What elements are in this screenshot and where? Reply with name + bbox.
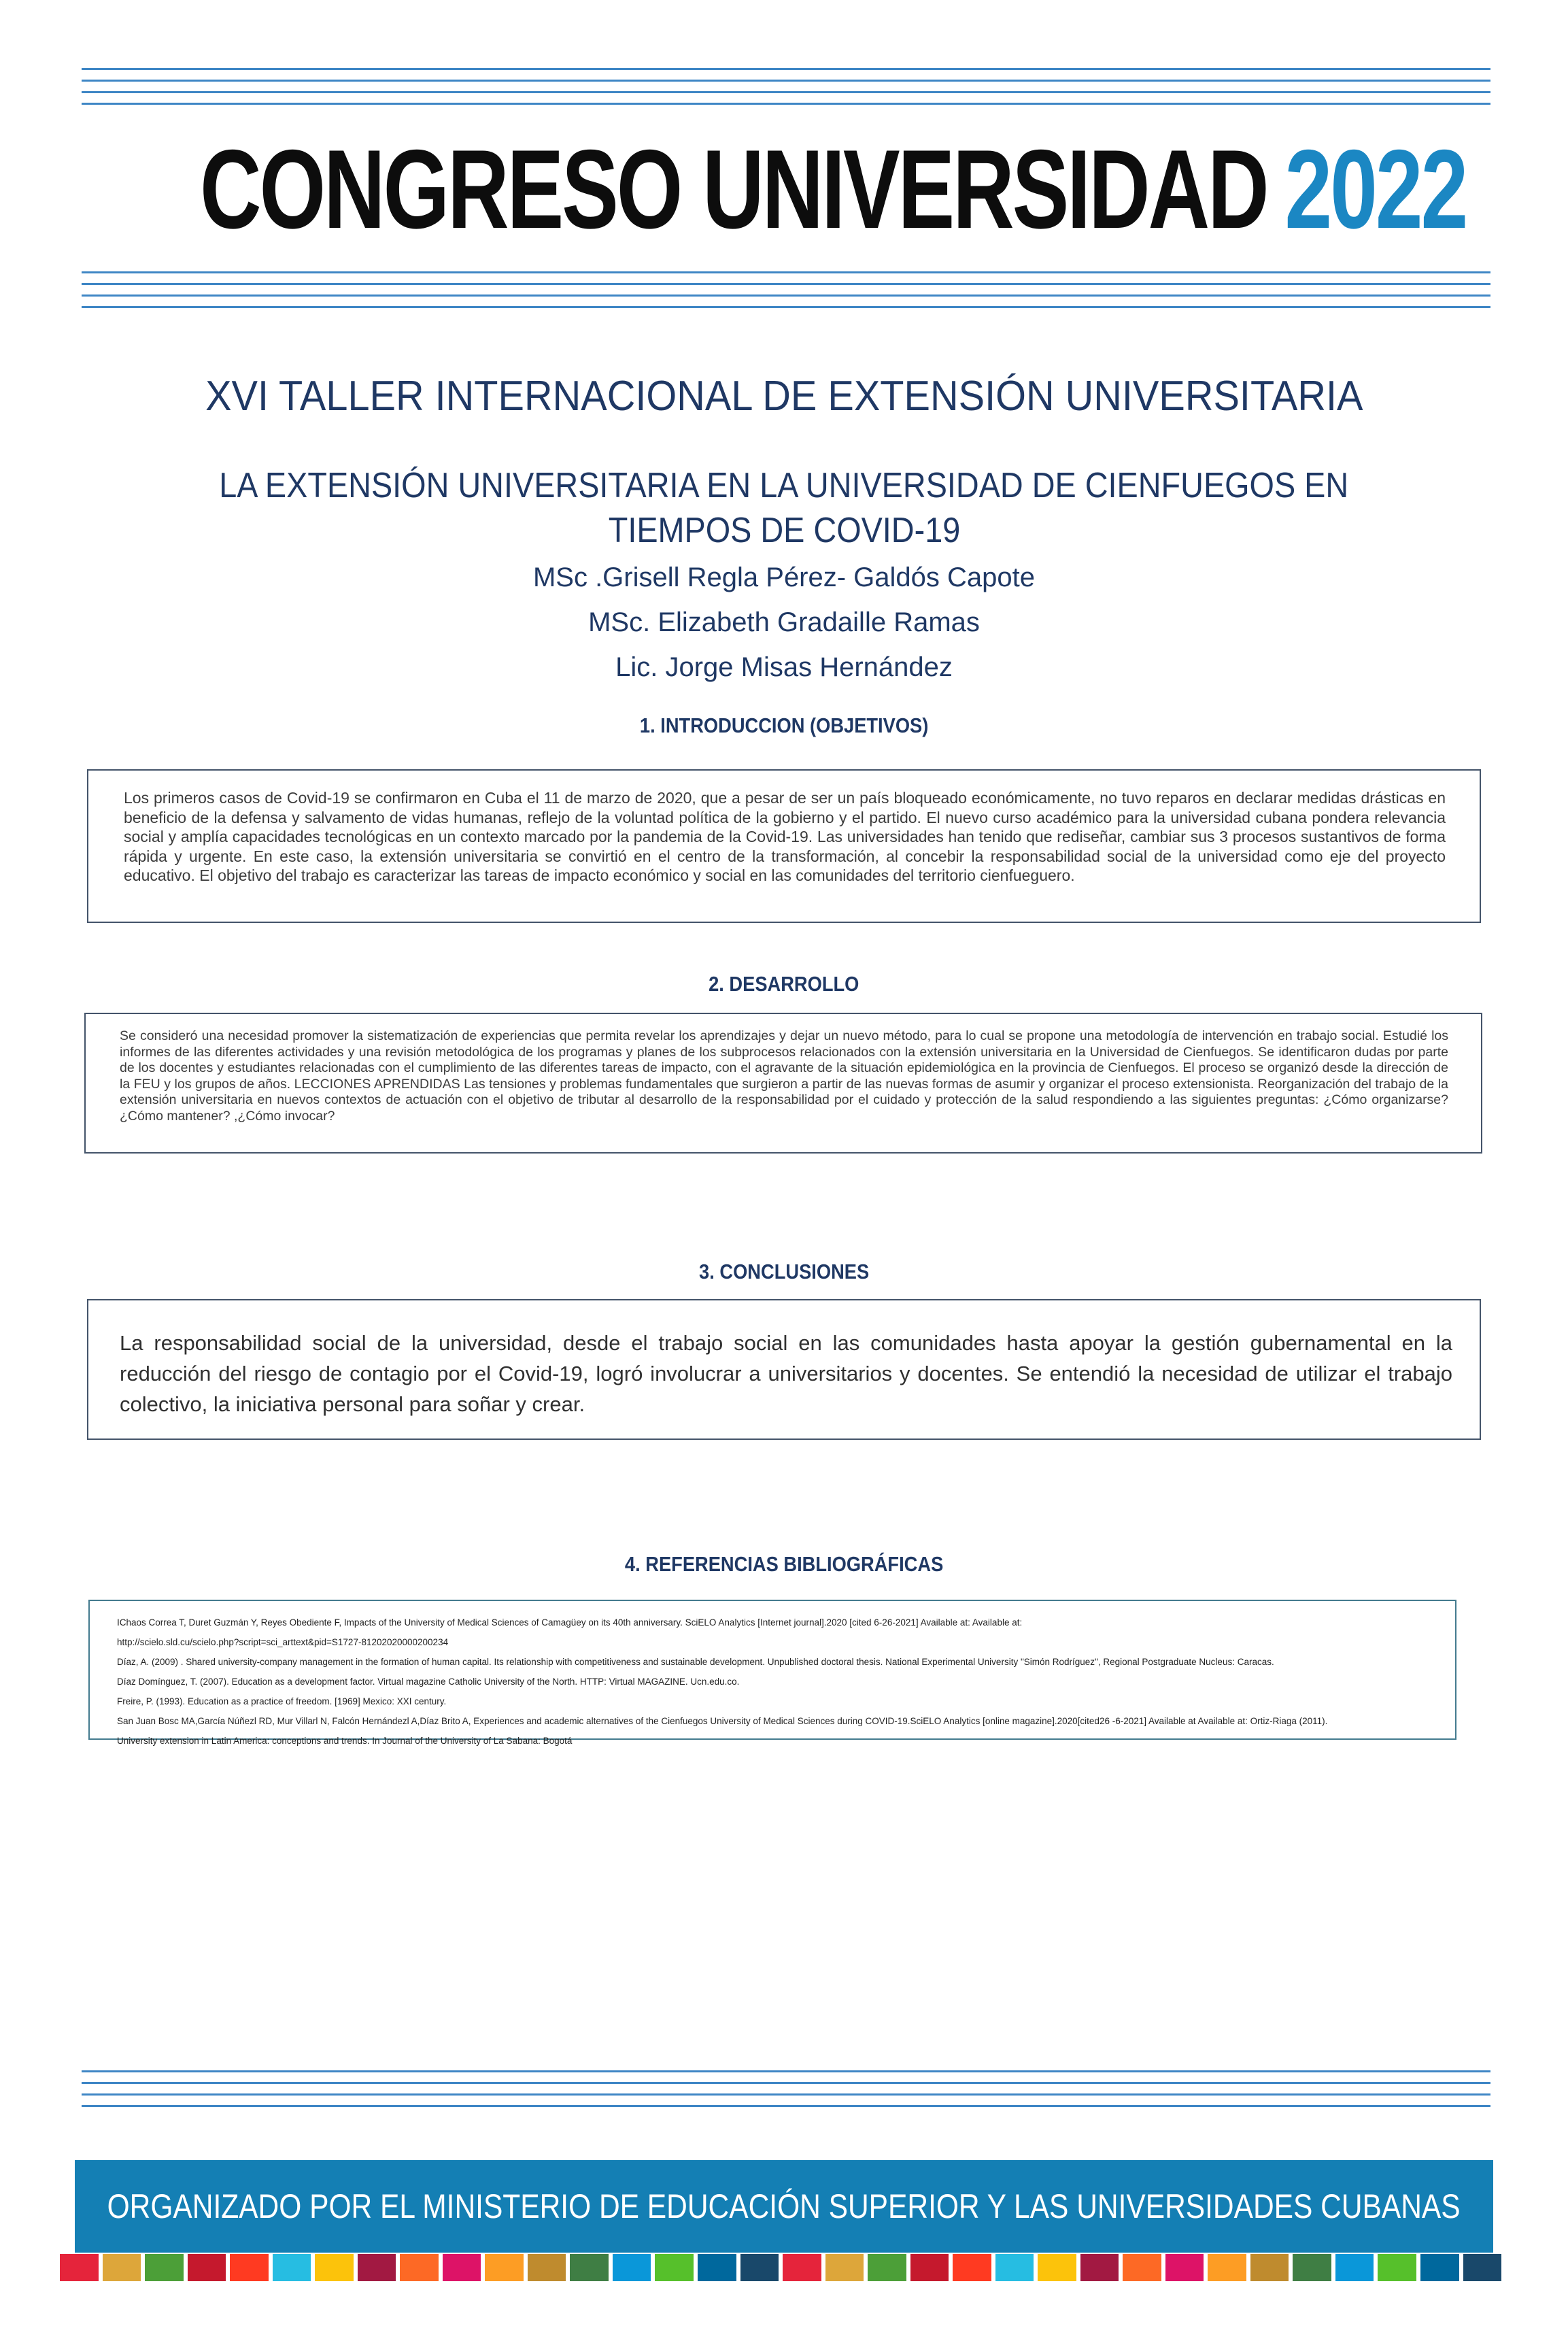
sdg-color-strip [60, 2254, 1501, 2281]
authors-list [0, 555, 1568, 690]
sdg-color-square [443, 2254, 481, 2281]
rule-line [82, 295, 1490, 297]
sdg-color-square [358, 2254, 396, 2281]
reference-item: Freire, P. (1993). Education as a practice of freedom. [1969] Mexico: XXI century. [117, 1696, 447, 1706]
organizer-banner [75, 2160, 1493, 2253]
rule-line [82, 283, 1490, 285]
event-title [0, 127, 1568, 252]
references-text-box [88, 1600, 1456, 1746]
rule-line [82, 2093, 1490, 2096]
reference-item: http://scielo.sld.cu/scielo.php?script=sci_arttext&pid=S1727-81202020000200234 [117, 1637, 449, 1647]
sdg-color-square [655, 2254, 694, 2281]
workshop-title: XVI TALLER INTERNACIONAL DE EXTENSIÓN UNIVERSITARIA [205, 373, 1363, 420]
sdg-color-square [273, 2254, 311, 2281]
sdg-color-square [188, 2254, 226, 2281]
poster-subtitle-row-2 [0, 513, 1568, 548]
sdg-color-square [1208, 2254, 1246, 2281]
sdg-color-square [528, 2254, 566, 2281]
development-body: Se consideró una necesidad promover la sistematización de experiencias que permita revelar los aprendizajes y dejar un nuevo método, para lo cual se propone una metodología de intervención en trabajo social. Estudié los informes de las diferentes actividades y una revisión metodológica de los programas y planes de los subprocesos relacionados con la extensión universitaria en la Universidad de Cienfuegos. Se identificaron dudas por parte de los docentes y estudiantes relacionadas con el cumplimiento de las diferentes tareas de impacto, con el agravante de la situación epidemiológica en la provincia de Cienfuegos. El proceso se organizó desde la dirección de la FEU y los grupos de años. LECCIONES APRENDIDAS Las tensiones y problemas fundamentales que surgieron a partir de las nuevas formas de asumir y organizar el proceso extensionista. Reorganización del trabajo de la extensión universitaria en nuevos contextos de actuación con el objetivo de tributar al desarrollo de la responsabilidad por el cuidado y protección de la salud respondiendo a las siguientes preguntas: ¿Cómo organizarse?¿Cómo mantener? ,¿Cómo invocar? [120, 1028, 1448, 1124]
sdg-color-square [1038, 2254, 1076, 2281]
sdg-color-square [740, 2254, 779, 2281]
rule-line [82, 2105, 1490, 2107]
sdg-color-square [910, 2254, 949, 2281]
rule-line [82, 80, 1490, 82]
sdg-color-square [698, 2254, 736, 2281]
section-heading-development-row [0, 971, 1568, 996]
rule-line [82, 2082, 1490, 2084]
sdg-color-square [1165, 2254, 1204, 2281]
poster-subtitle-line-2: TIEMPOS DE COVID-19 [608, 511, 960, 550]
introduction-text-box [87, 769, 1481, 923]
sdg-color-square [1123, 2254, 1161, 2281]
sdg-color-square [230, 2254, 269, 2281]
sdg-color-square [103, 2254, 141, 2281]
sdg-color-square [315, 2254, 354, 2281]
sdg-color-square [485, 2254, 524, 2281]
sdg-color-square [995, 2254, 1034, 2281]
sdg-color-square [1463, 2254, 1502, 2281]
bottom-rule-group [82, 2070, 1490, 2117]
introduction-body: Los primeros casos de Covid-19 se confirmaron en Cuba el 11 de marzo de 2020, que a pesar de ser un país bloqueado económicamente, no tuvo reparos en declarar medidas drásticas en beneficio de la defensa y salvamento de vidas humanas, reflejo de la voluntad política de la gobierno y el partido. El nuevo curso académico para la universidad cubana pondera relevancia social y amplía capacidades tecnológicas en un contexto marcado por la pandemia de la Covid-19. Las universidades han tenido que rediseñar, cambiar sus 3 procesos sustantivos de forma rápida y urgente. En este caso, la extensión universitaria se convirtió en el centro de la transformación, al concebir la responsabilidad social de la universidad como eje del proyecto educativo. El objetivo del trabajo es caracterizar las tareas de impacto económico y social en las comunidades del territorio cienfueguero. [124, 789, 1446, 884]
author-name: MSc .Grisell Regla Pérez- Galdós Capote [532, 562, 1036, 592]
sdg-color-square [1080, 2254, 1119, 2281]
rule-line [82, 2070, 1490, 2072]
sdg-color-square [1378, 2254, 1416, 2281]
event-title-name: CONGRESO UNIVERSIDAD [200, 127, 1267, 252]
sdg-color-square [1250, 2254, 1289, 2281]
sdg-color-square [783, 2254, 821, 2281]
sdg-color-square [570, 2254, 609, 2281]
sdg-color-square [825, 2254, 864, 2281]
section-heading-references-row [0, 1551, 1568, 1577]
sdg-color-square [613, 2254, 651, 2281]
rule-line [82, 68, 1490, 70]
poster-subtitle-line-1: LA EXTENSIÓN UNIVERSITARIA EN LA UNIVERSIDAD DE CIENFUEGOS EN [219, 466, 1349, 505]
reference-item: Díaz Domínguez, T. (2007). Education as a development factor. Virtual magazine Catholic University of the North. HTTP: Virtual MAGAZINE. Ucn.edu.co. [117, 1677, 740, 1687]
reference-item: Díaz, A. (2009) . Shared university-company management in the formation of human capital. Its relationship with competitiveness and sustainable development. Unpublished doctoral thesis. National Experimental University "Simón Rodríguez", Regional Postgraduate Nucleus: Caracas. [117, 1657, 1274, 1667]
conclusions-text-box [87, 1299, 1481, 1440]
sdg-color-square [400, 2254, 439, 2281]
section-heading-introduction-row [0, 713, 1568, 738]
sdg-color-square [1335, 2254, 1374, 2281]
sdg-color-square [1293, 2254, 1331, 2281]
author-name: MSc. Elizabeth Gradaille Ramas [588, 607, 980, 637]
development-text-box [84, 1013, 1482, 1154]
section-heading-introduction: 1. INTRODUCCION (OBJETIVOS) [639, 713, 929, 737]
workshop-title-row [0, 375, 1568, 418]
rule-line [82, 271, 1490, 273]
reference-item: San Juan Bosc MA,García Núñezl RD, Mur Villarl N, Falcón Hernándezl A,Díaz Brito A, Experiences and academic alternatives of the Cienfuegos University of Medical Sciences during COVID-19.SciELO Analytics [online magazine].2020[cited26 -6-2021] Available at Available at: Ortiz-Riaga (2011). [117, 1716, 1328, 1726]
poster-subtitle-row-1 [0, 468, 1568, 503]
sdg-color-square [953, 2254, 991, 2281]
conclusions-body: La responsabilidad social de la universidad, desde el trabajo social en las comunidades hasta apoyar la gestión gubernamental en la reducción del riesgo de contagio por el Covid-19, logró involucrar a universitarios y docentes. Se entendió la necesidad de utilizar el trabajo colectivo, la iniciativa personal para soñar y crear. [120, 1331, 1452, 1416]
event-title-year: 2022 [1284, 127, 1467, 252]
section-heading-conclusions: 3. CONCLUSIONES [698, 1260, 870, 1283]
reference-item: University extension in Latin America: conceptions and trends. In Journal of the University of La Sabana: Bogotá [117, 1736, 573, 1746]
sdg-color-square [145, 2254, 184, 2281]
author-name: Lic. Jorge Misas Hernández [615, 652, 953, 682]
sdg-color-square [60, 2254, 99, 2281]
sdg-color-square [1420, 2254, 1459, 2281]
sdg-color-square [868, 2254, 906, 2281]
mid-rule-group [82, 271, 1490, 318]
reference-item: IChaos Correa T, Duret Guzmán Y, Reyes Obediente F, Impacts of the University of Medical Sciences of Camagüey on its 40th anniversary. SciELO Analytics [Internet journal].2020 [cited 6-26-2021] Available at: Available at: [117, 1617, 1023, 1628]
top-rule-group [82, 68, 1490, 114]
section-heading-development: 2. DESARROLLO [709, 972, 859, 996]
rule-line [82, 103, 1490, 105]
section-heading-references: 4. REFERENCIAS BIBLIOGRÁFICAS [624, 1552, 944, 1576]
rule-line [82, 306, 1490, 308]
section-heading-conclusions-row [0, 1259, 1568, 1284]
rule-line [82, 91, 1490, 93]
organizer-banner-text: ORGANIZADO POR EL MINISTERIO DE EDUCACIÓN SUPERIOR Y LAS UNIVERSIDADES CUBANAS [107, 2187, 1461, 2225]
